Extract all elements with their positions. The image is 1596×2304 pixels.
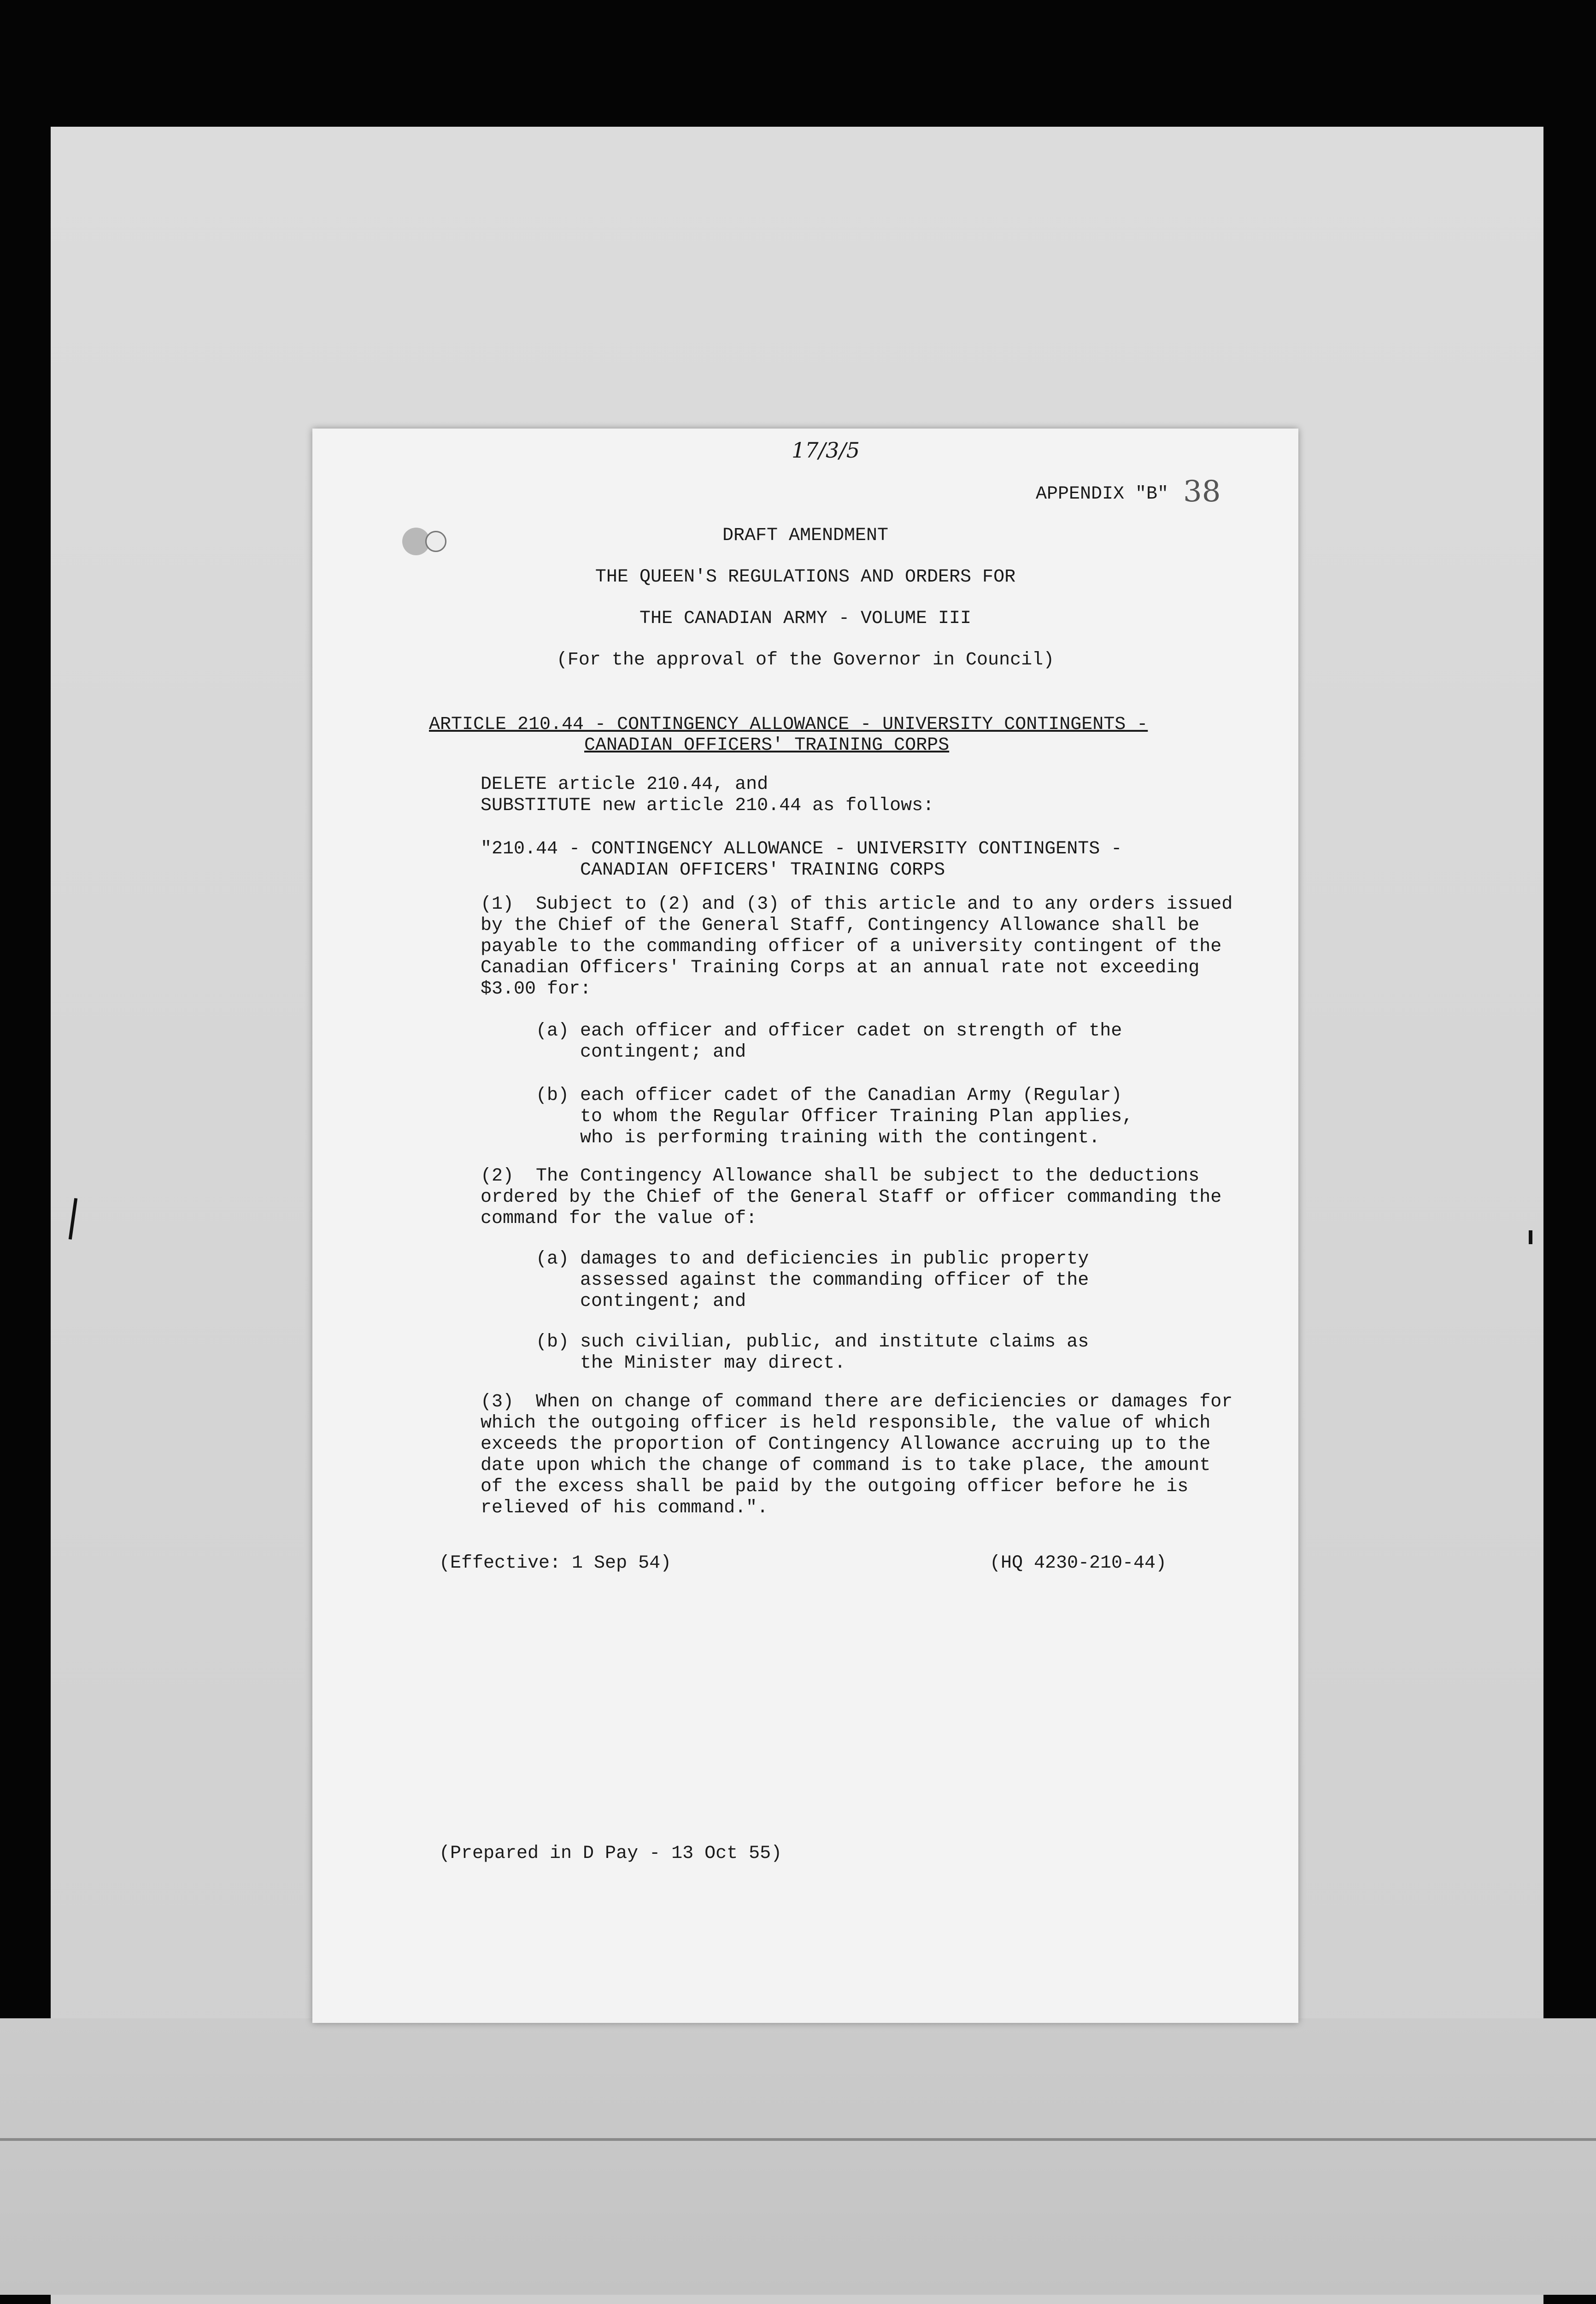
draft-title: DRAFT AMENDMENT xyxy=(722,525,889,546)
handwritten-reference: 17/3/5 xyxy=(792,438,860,463)
microfilm-band-line xyxy=(0,2138,1596,2141)
paragraph-1b: (b) each officer cadet of the Canadian Army (Regular) to whom the Regular Officer Training Plan applies, who is performing training with the contingent. xyxy=(536,1085,1133,1148)
regulations-title: THE QUEEN'S REGULATIONS AND ORDERS FOR xyxy=(595,567,1016,588)
new-article-heading: "210.44 - CONTINGENCY ALLOWANCE - UNIVERSITY CONTINGENTS - CANADIAN OFFICERS' TRAINING CORPS xyxy=(481,839,1122,881)
article-heading-line2: CANADIAN OFFICERS' TRAINING CORPS xyxy=(584,735,950,756)
paragraph-3: (3) When on change of command there are deficiencies or damages for which the outgoing officer is held responsible, the value of which exceeds the proportion of Contingency Allowance accruing up to the date upon which the change of command is to take place, the amount of the excess shall be paid by the outgoing officer before he is relieved of his command.". xyxy=(481,1392,1233,1518)
microfilm-lower-band xyxy=(0,2018,1596,2295)
approval-note: (For the approval of the Governor in Council) xyxy=(556,650,1055,670)
folio-number: 38 xyxy=(1183,475,1221,509)
paragraph-1: (1) Subject to (2) and (3) of this article and to any orders issued by the Chief of the General Staff, Contingency Allowance shall be payable to the commanding officer of a university contingent of the Canadian Officers' Training Corps at an annual rate not exceeding $3.00 for: xyxy=(481,894,1233,999)
document-page xyxy=(312,429,1298,2023)
effective-date: (Effective: 1 Sep 54) xyxy=(439,1553,672,1574)
paragraph-1a: (a) each officer and officer cadet on strength of the contingent; and xyxy=(536,1021,1122,1063)
amendment-instruction: DELETE article 210.44, and SUBSTITUTE new article 210.44 as follows: xyxy=(481,774,934,816)
scan-artifact-mark-right xyxy=(1529,1230,1532,1244)
appendix-label: APPENDIX "B" xyxy=(1036,484,1169,505)
paragraph-2b: (b) such civilian, public, and institute claims as the Minister may direct. xyxy=(536,1332,1089,1374)
prepared-note: (Prepared in D Pay - 13 Oct 55) xyxy=(439,1843,782,1864)
paragraph-2a: (a) damages to and deficiencies in public property assessed against the commanding officer of the contingent; and xyxy=(536,1249,1089,1312)
army-volume-title: THE CANADIAN ARMY - VOLUME III xyxy=(639,608,972,629)
file-reference: (HQ 4230-210-44) xyxy=(990,1553,1167,1574)
paragraph-2: (2) The Contingency Allowance shall be subject to the deductions ordered by the Chief of the General Staff or officer commanding the command for the value of: xyxy=(481,1166,1222,1229)
article-heading-line1: ARTICLE 210.44 - CONTINGENCY ALLOWANCE - UNIVERSITY CONTINGENTS - xyxy=(429,714,1148,735)
